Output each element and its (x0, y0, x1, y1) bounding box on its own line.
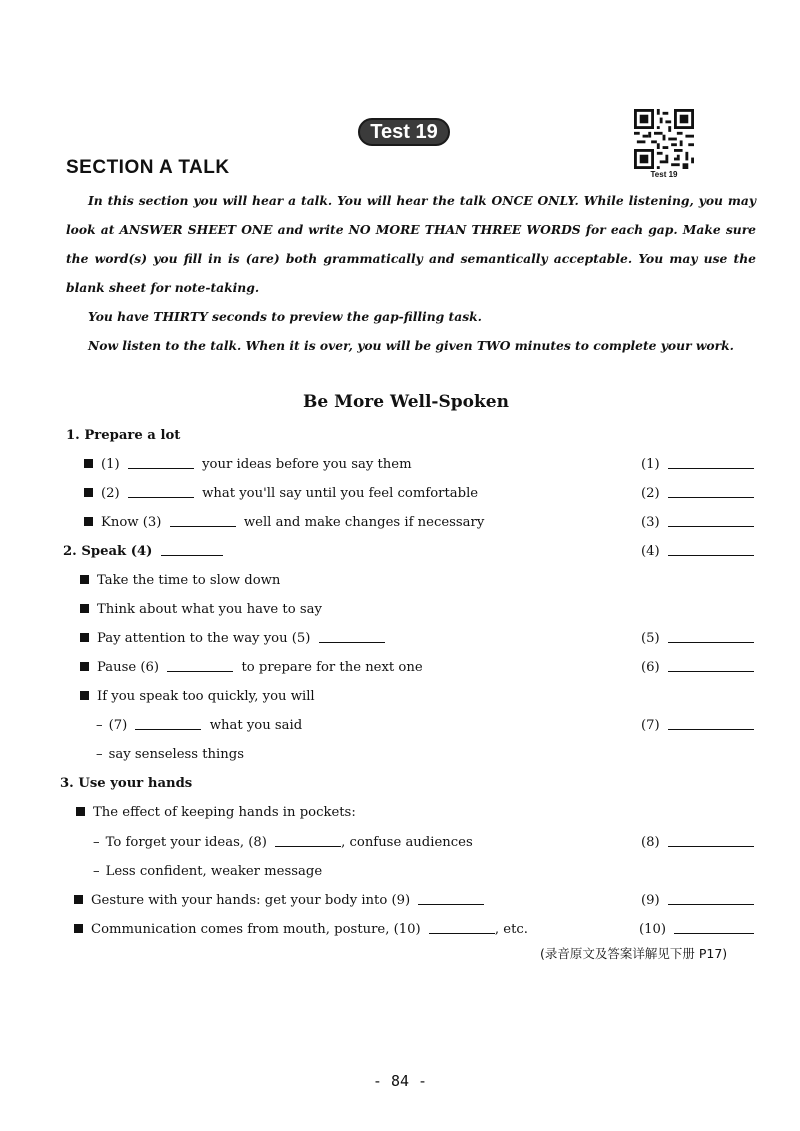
answer-blank-6[interactable] (668, 658, 754, 672)
outline-row (0, 716, 800, 736)
bullet-text: say senseless things (108, 747, 244, 762)
instructions (66, 186, 756, 360)
outline-heading-row (0, 426, 800, 446)
bullet-square-icon (84, 517, 93, 526)
bullet-text: Less confident, weaker message (105, 864, 323, 879)
outline-row (0, 687, 800, 707)
answer-blank-4[interactable] (668, 542, 754, 556)
outline-title: Be More Well-Spoken (303, 392, 509, 412)
answer-label: (4) (641, 544, 660, 559)
gap-blank-3[interactable] (170, 513, 236, 527)
answer-label: (3) (641, 515, 660, 530)
outline-row (0, 571, 800, 591)
gap-blank-1[interactable] (128, 455, 194, 469)
heading-prepare: 1. Prepare a lot (66, 428, 181, 443)
outline-row (0, 891, 800, 911)
bullet-text: , etc. (494, 922, 528, 937)
bullet-square-icon (80, 604, 89, 613)
bullet-text: what you said (209, 718, 303, 733)
bullet-text: If you speak too quickly, you will (97, 689, 315, 704)
instruction-paragraph: Now listen to the talk. When it is over, you will be given TWO minutes to complete your work. (88, 338, 734, 353)
qr-label: Test 19 (650, 170, 678, 179)
bullet-square-icon (80, 691, 89, 700)
answer-blank-7[interactable] (668, 716, 754, 730)
bullet-square-icon (76, 807, 85, 816)
bullet-text: Take the time to slow down (97, 573, 281, 588)
outline-row (0, 658, 800, 678)
bullet-text: The effect of keeping hands in pockets: (93, 805, 356, 820)
answer-blank-5[interactable] (668, 629, 754, 643)
answer-blank-8[interactable] (668, 833, 754, 847)
section-title: SECTION A TALK (66, 157, 230, 178)
gap-blank-4[interactable] (161, 542, 223, 556)
gap-blank-7[interactable] (135, 716, 201, 730)
outline-heading-row (0, 774, 800, 794)
bullet-square-icon (80, 575, 89, 584)
bullet-text: your ideas before you say them (202, 457, 412, 472)
outline-row (0, 513, 800, 533)
gap-blank-10[interactable] (429, 920, 495, 934)
qr-code-icon[interactable] (634, 109, 694, 169)
outline-row (0, 455, 800, 475)
bullet-text: Think about what you have to say (97, 602, 322, 617)
answer-label: (7) (641, 718, 660, 733)
outline-row (0, 629, 800, 649)
instruction-paragraph: You have THIRTY seconds to preview the gap-filling task. (88, 309, 482, 324)
answer-label: (5) (641, 631, 660, 646)
page-number: - 84 - (372, 1072, 428, 1090)
heading-speak: 2. Speak (4) (63, 544, 153, 559)
bullet-square-icon (80, 633, 89, 642)
dash-marker: – (96, 747, 103, 762)
outline-row (0, 600, 800, 620)
bullet-text: , confuse audiences (341, 835, 473, 850)
bullet-square-icon (80, 662, 89, 671)
answer-blank-9[interactable] (668, 891, 754, 905)
bullet-square-icon (74, 924, 83, 933)
gap-blank-2[interactable] (128, 484, 194, 498)
test-badge: Test 19 (358, 118, 450, 146)
gap-blank-5[interactable] (319, 629, 385, 643)
outline-row (0, 862, 800, 882)
bullet-text: To forget your ideas, (8) (105, 835, 267, 850)
bullet-text: to prepare for the next one (241, 660, 423, 675)
answer-blank-2[interactable] (668, 484, 754, 498)
bullet-text: Pay attention to the way you (5) (97, 631, 311, 646)
bullet-text: Know (3) (101, 515, 162, 530)
outline-row (0, 833, 800, 853)
dash-marker: – (93, 864, 100, 879)
gap-blank-8[interactable] (275, 833, 341, 847)
outline-row (0, 484, 800, 504)
answer-label: (6) (641, 660, 660, 675)
bullet-text: (7) (108, 718, 128, 733)
bullet-text: Gesture with your hands: get your body into (9) (91, 893, 411, 908)
instruction-paragraph: In this section you will hear a talk. You will hear the talk ONCE ONLY. While listening, you may look at ANSWER SHEET ONE and write NO MORE THAN THREE WORDS for each gap. Make sure the word(s) you fill in is (are) both grammatically and semantically acceptable. You may use the blank sheet for note-taking. (66, 193, 756, 295)
answer-label: (1) (641, 457, 660, 472)
answer-blank-3[interactable] (668, 513, 754, 527)
gap-blank-9[interactable] (418, 891, 484, 905)
bullet-text: (2) (101, 486, 120, 501)
outline-row (0, 745, 800, 765)
gap-blank-6[interactable] (167, 658, 233, 672)
answer-label: (2) (641, 486, 660, 501)
answer-label: (10) (639, 922, 667, 937)
answer-blank-10[interactable] (674, 920, 754, 934)
bullet-text: Communication comes from mouth, posture, (10) (91, 922, 421, 937)
outline-row (0, 803, 800, 823)
answer-blank-1[interactable] (668, 455, 754, 469)
dash-marker: – (96, 718, 103, 733)
answer-label: (9) (641, 893, 660, 908)
answer-label: (8) (641, 835, 660, 850)
answer-reference-note: (录音原文及答案详解见下册 P17) (540, 946, 728, 961)
bullet-square-icon (74, 895, 83, 904)
bullet-text: well and make changes if necessary (243, 515, 485, 530)
bullet-text: what you'll say until you feel comfortable (202, 486, 479, 501)
heading-hands: 3. Use your hands (60, 776, 193, 791)
bullet-square-icon (84, 459, 93, 468)
outline-row (0, 920, 800, 940)
bullet-text: Pause (6) (97, 660, 160, 675)
bullet-text: (1) (101, 457, 120, 472)
bullet-square-icon (84, 488, 93, 497)
dash-marker: – (93, 835, 100, 850)
outline-heading-row (0, 542, 800, 562)
